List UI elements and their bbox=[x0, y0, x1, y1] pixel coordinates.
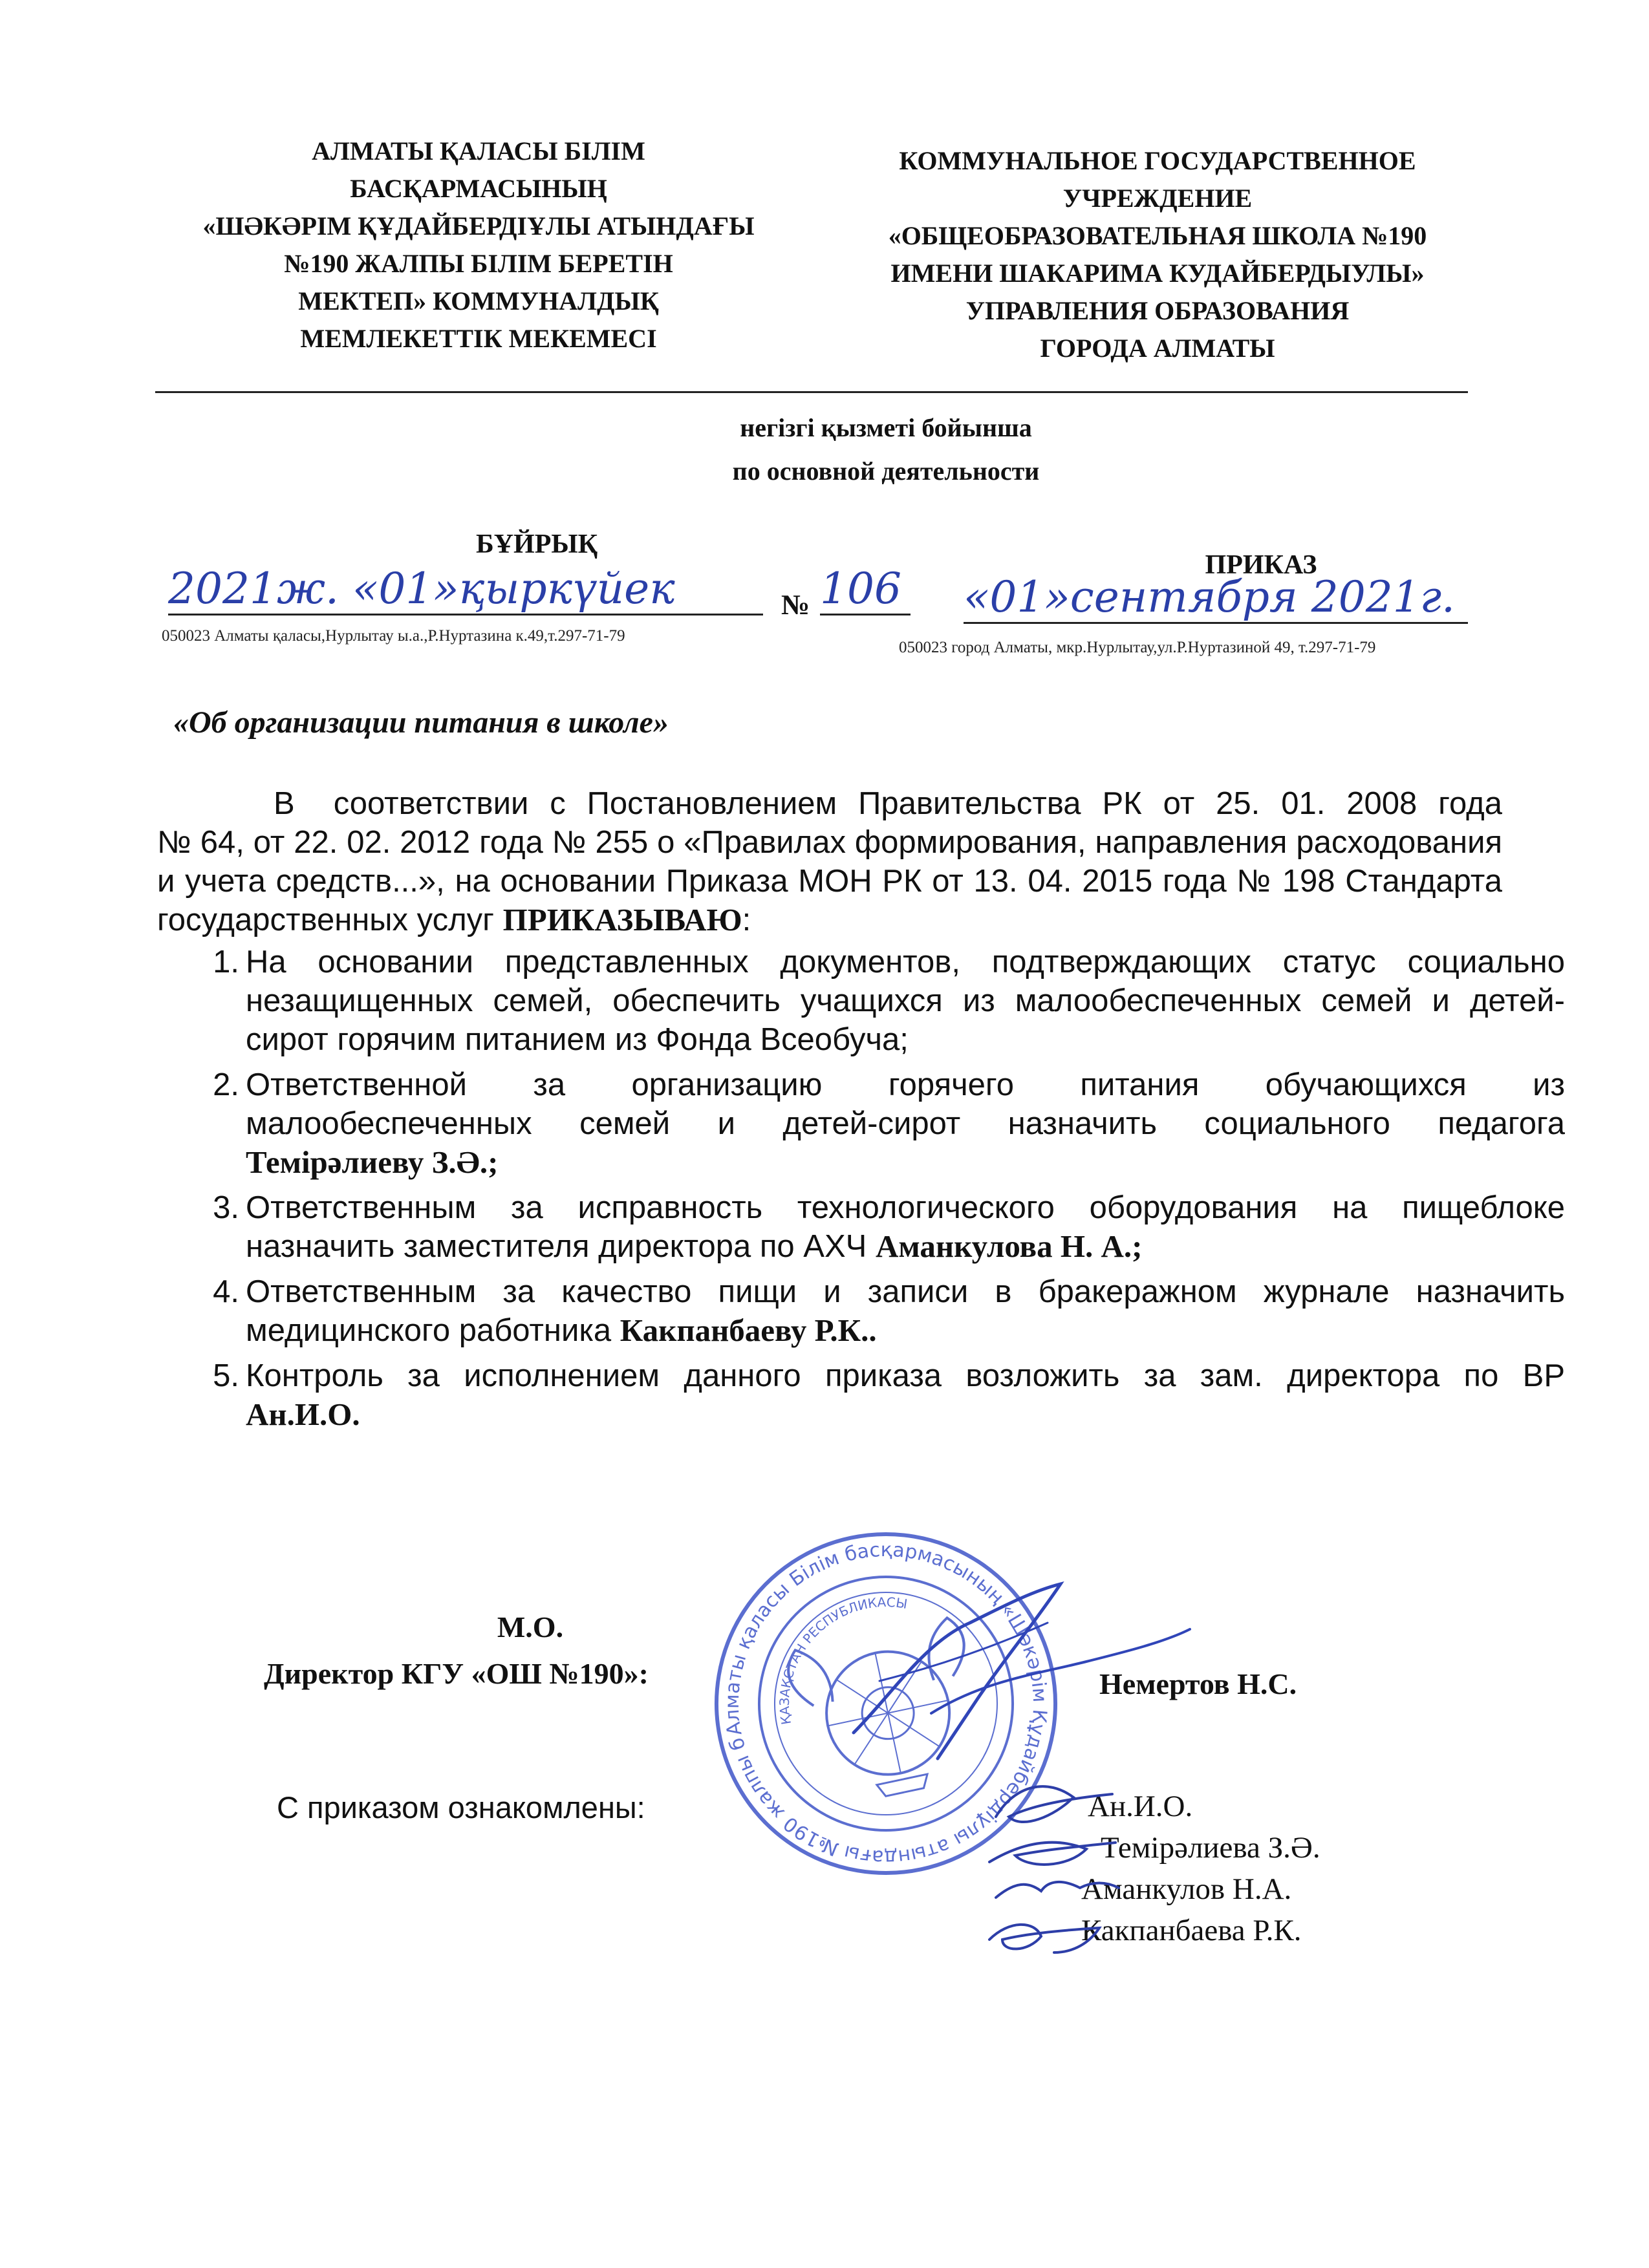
intro-first-rest: соответствии с Постановлением Правительства РК от 25. 01. 2008 года bbox=[333, 786, 1502, 821]
header-left-line: АЛМАТЫ ҚАЛАСЫ БІЛІМ bbox=[312, 136, 645, 166]
address-kz: 050023 Алматы қаласы,Нурлытау ы.а.,Р.Нуртазина к.49,т.297-71-79 bbox=[162, 627, 625, 645]
item-line: Ответственным за исправность технологического оборудования на пищеблоке bbox=[246, 1190, 1565, 1225]
header-right-line: УПРАВЛЕНИЯ ОБРАЗОВАНИЯ bbox=[965, 296, 1350, 325]
item-line: Ответственной за организацию горячего питания обучающихся из bbox=[246, 1067, 1565, 1102]
header-right-line: «ОБЩЕОБРАЗОВАТЕЛЬНАЯ ШКОЛА №190 bbox=[888, 221, 1427, 250]
item-text: медицинского работника bbox=[246, 1313, 620, 1348]
item-line: незащищенных семей, обеспечить учащихся из малообеспеченных семей и детей- bbox=[246, 983, 1565, 1018]
order-label-ru: ПРИКАЗ bbox=[1205, 550, 1317, 580]
director-name: Немертов Н.С. bbox=[1099, 1667, 1297, 1700]
item-number: 3. bbox=[213, 1190, 239, 1225]
stamp-inner-text: ҚАЗАҚСТАН РЕСПУБЛИКАСЫ bbox=[776, 1594, 909, 1726]
item-number: 2. bbox=[213, 1067, 239, 1102]
order-items bbox=[194, 943, 1565, 1440]
item-number: 4. bbox=[213, 1274, 239, 1309]
item-line bbox=[246, 1311, 1565, 1350]
item-line: На основании представленных документов, подтверждающих статус социально bbox=[246, 945, 1565, 979]
intro-line4-start: государственных услуг bbox=[157, 903, 503, 937]
item-bold-name: Аманкулова Н. А.; bbox=[875, 1228, 1143, 1264]
item-line: малообеспеченных семей и детей-сирот назначить социального педагога bbox=[246, 1106, 1565, 1141]
header-divider bbox=[155, 391, 1468, 393]
item-line: сирот горячим питанием из Фонда Всеобуча; bbox=[246, 1022, 909, 1057]
order-date-ru: «01»сентября 2021г. bbox=[964, 572, 1468, 624]
header-right-line: ИМЕНИ ШАКАРИМА КУДАЙБЕРДЫУЛЫ» bbox=[890, 259, 1425, 288]
acquaintance-signatures bbox=[970, 1759, 1125, 1972]
item-bold-line: Темірәлиеву З.Ә.; bbox=[246, 1144, 499, 1180]
acquainted-name: Аманкулов Н.А. bbox=[1081, 1872, 1292, 1906]
header-left-line: МЕКТЕП» КОММУНАЛДЫҚ bbox=[298, 286, 659, 316]
header-left-line: №190 ЖАЛПЫ БІЛІМ БЕРЕТІН bbox=[284, 249, 673, 278]
header-left-line: «ШӘКӘРІМ ҚҰДАЙБЕРДІҰЛЫ АТЫНДАҒЫ bbox=[202, 211, 755, 241]
acquainted-label: С приказом ознакомлены: bbox=[277, 1790, 645, 1824]
order-number: 106 bbox=[820, 564, 911, 615]
order-number-sign: № bbox=[781, 589, 810, 621]
activity-ru: по основной деятельности bbox=[732, 456, 1040, 486]
order-item bbox=[194, 1356, 1565, 1434]
order-item bbox=[194, 1065, 1565, 1182]
director-signature bbox=[841, 1565, 1203, 1771]
order-title: «Об организации питания в школе» bbox=[173, 705, 669, 740]
acquainted-name: Какпанбаева Р.К. bbox=[1081, 1914, 1302, 1947]
order-label-kz: БҰЙРЫҚ bbox=[475, 530, 598, 559]
intro-line: и учета средств...», на основании Приказа МОН РК от 13. 04. 2015 года № 198 Стандарта bbox=[157, 864, 1502, 899]
intro-prikazyvayu: ПРИКАЗЫВАЮ bbox=[502, 902, 742, 937]
acquainted-name: Темірәлиева З.Ә. bbox=[1101, 1831, 1320, 1865]
order-item bbox=[194, 943, 1565, 1059]
header-right-line: ГОРОДА АЛМАТЫ bbox=[1040, 334, 1275, 363]
order-item bbox=[194, 1272, 1565, 1350]
stamp-outer-text: Алматы қаласы Білім басқармасының «Шәкәрім Құдайбердіұлы атындағы №190 жалпы білім bbox=[720, 1538, 1051, 1869]
intro-first-word: В bbox=[274, 786, 295, 821]
header-right-line: КОММУНАЛЬНОЕ ГОСУДАРСТВЕННОЕ bbox=[899, 146, 1416, 175]
intro-line bbox=[157, 784, 1502, 823]
director-title: Директор КГУ «ОШ №190»: bbox=[264, 1657, 649, 1690]
item-bold-line: Ан.И.О. bbox=[246, 1396, 360, 1432]
header-left-line: МЕМЛЕКЕТТІК МЕКЕМЕСІ bbox=[300, 324, 657, 353]
header-right bbox=[834, 142, 1481, 367]
intro-line bbox=[157, 901, 1502, 939]
acquainted-name: Ан.И.О. bbox=[1088, 1790, 1193, 1823]
header-right-line: УЧРЕЖДЕНИЕ bbox=[1062, 184, 1253, 213]
item-line: Ответственным за качество пищи и записи в бракеражном журнале назначить bbox=[246, 1274, 1565, 1309]
order-date-kz: 2021ж. «01»қыркүйек bbox=[168, 564, 763, 615]
item-bold-name: Какпанбаеву Р.К.. bbox=[620, 1312, 877, 1348]
intro-line4-end: : bbox=[742, 903, 751, 937]
activity-kz: негізгі қызметі бойынша bbox=[740, 413, 1032, 442]
header-left bbox=[155, 133, 802, 358]
header-left-line: БАСҚАРМАСЫНЫҢ bbox=[350, 174, 607, 203]
mo-label: М.О. bbox=[497, 1610, 564, 1643]
intro-paragraph bbox=[157, 784, 1502, 939]
item-number: 5. bbox=[213, 1358, 239, 1393]
address-ru: 050023 город Алматы, мкр.Нурлытау,ул.Р.Нуртазиной 49, т.297-71-79 bbox=[899, 639, 1376, 656]
item-line: Контроль за исполнением данного приказа возложить за зам. директора по ВР bbox=[246, 1358, 1565, 1393]
item-number: 1. bbox=[213, 945, 239, 979]
intro-line: № 64, от 22. 02. 2012 года № 255 о «Правилах формирования, направления расходования bbox=[157, 825, 1502, 860]
item-text: назначить заместителя директора по АХЧ bbox=[246, 1229, 876, 1264]
item-line bbox=[246, 1227, 1565, 1266]
order-item bbox=[194, 1188, 1565, 1266]
